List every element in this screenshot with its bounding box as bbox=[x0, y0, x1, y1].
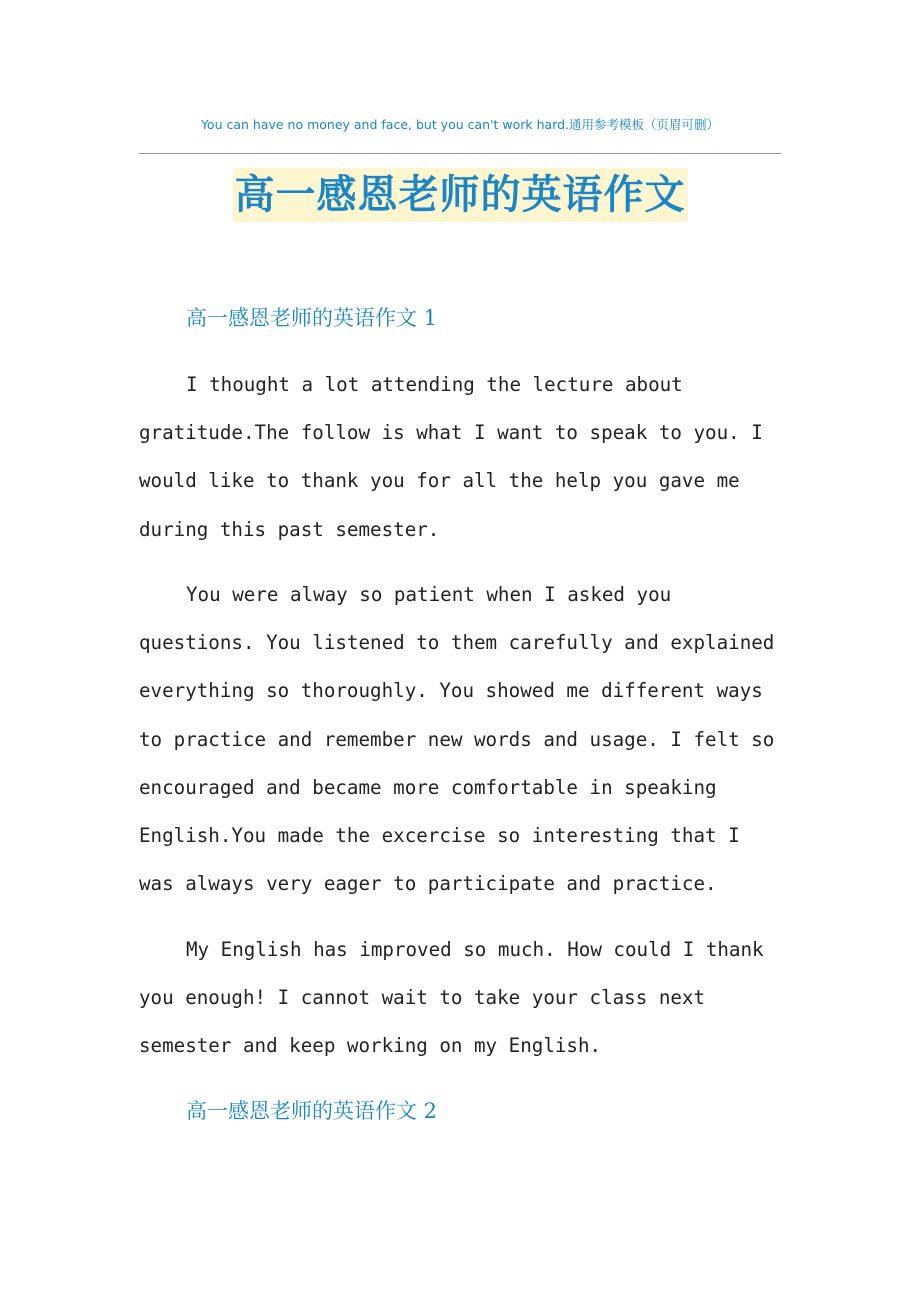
section-heading-1: 高一感恩老师的英语作文 1 bbox=[186, 306, 438, 330]
paragraph-3: My English has improved so much. How could I thank you enough! I cannot wait to take your class next semester and keep working on my English. bbox=[139, 938, 764, 1058]
header-divider bbox=[139, 153, 781, 154]
page-header-text: You can have no money and face, but you can't work hard.通用参考模板（页眉可删） bbox=[200, 117, 720, 132]
paragraph-1: I thought a lot attending the lecture about gratitude.The follow is what I want to speak to you. I would like to thank you for all the help you gave me during this past semester. bbox=[139, 373, 763, 541]
title-container bbox=[0, 168, 920, 222]
document-title: 高一感恩老师的英语作文 bbox=[233, 168, 688, 222]
paragraph-2: You were alway so patient when I asked you questions. You listened to them carefully and explained everything so thoroughly. You showed me different ways to practice and remember new words and usage. I felt so encouraged and became more comfortable in speaking English.You made the excercise so interesting that I was always very eager to participate and practice. bbox=[139, 583, 775, 896]
section-heading-2: 高一感恩老师的英语作文 2 bbox=[186, 1099, 438, 1123]
